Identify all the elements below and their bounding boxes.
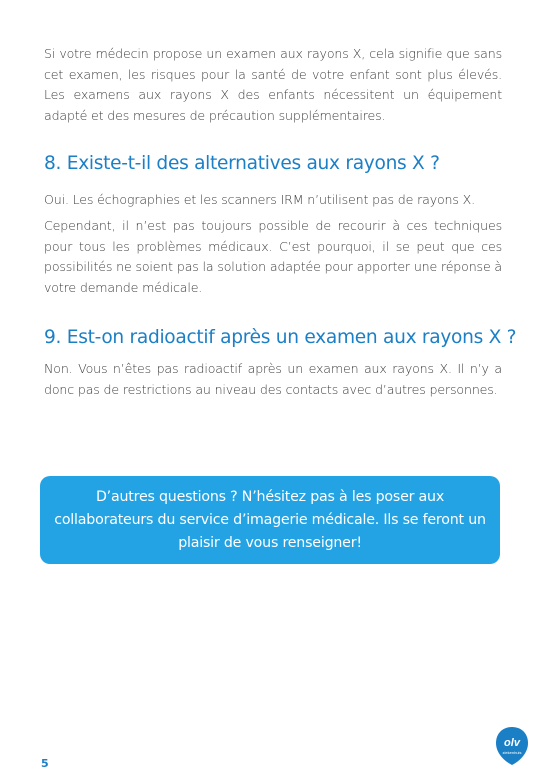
section-9-paragraph-1: Non. Vous n’êtes pas radioactif après un examen aux rayons X. Il n’y a donc pas de restrictions au niveau des contacts avec d’autres personnes. xyxy=(44,361,502,397)
olv-logo xyxy=(494,725,530,767)
section-8-heading: 8. Existe-t-il des alternatives aux rayons X ? xyxy=(44,153,440,174)
section-8-paragraph-1: Oui. Les échographies et les scanners IRM n’utilisent pas de rayons X. xyxy=(44,192,475,207)
logo-subtext: ziekenhuis xyxy=(502,750,522,755)
intro-paragraph: Si votre médecin propose un examen aux rayons X, cela signifie que sans cet examen, les risques pour la santé de votre enfant sont plus élevés. Les examens aux rayons X des enfants nécessitent un équipement adapté et des mesures de précaution supplémentaires. xyxy=(44,46,502,123)
logo-text: olv xyxy=(504,737,520,749)
section-8-paragraph-2: Cependant, il n’est pas toujours possible de recourir à ces techniques pour tous les problèmes médicaux. C’est pourquoi, il se peut que ces possibilités ne soient pas la solution adaptée pour apporter une réponse à votre demande médicale. xyxy=(44,218,502,295)
page-number: 5 xyxy=(41,757,49,770)
questions-callout xyxy=(40,476,500,564)
callout-text: D’autres questions ? N’hésitez pas à les poser aux collaborateurs du service d’imagerie médicale. Ils se feront un plaisir de vous renseigner! xyxy=(54,489,486,551)
section-9-heading: 9. Est-on radioactif après un examen aux rayons X ? xyxy=(44,327,517,348)
